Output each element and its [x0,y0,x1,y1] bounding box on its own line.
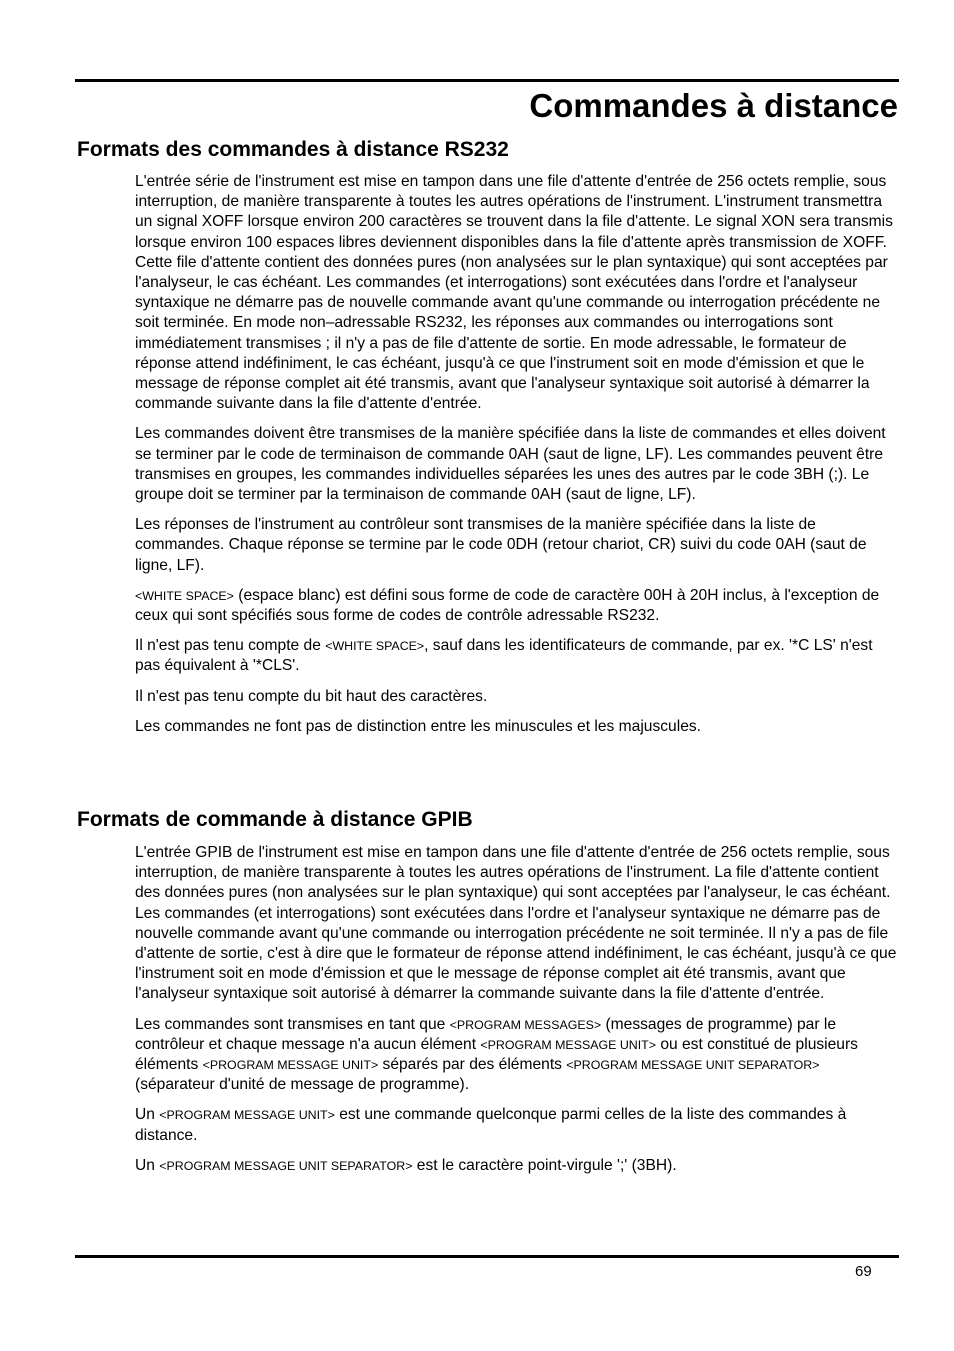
paragraph [135,1156,899,1176]
text-span: Il n'est pas tenu compte de [135,637,326,655]
paragraph [135,636,899,676]
page-number: 69 [855,1263,872,1280]
text-span: est une commande quelconque parmi celles de la liste des commandes à distance. [135,1106,847,1144]
header-rule [75,79,899,82]
paragraph: L'entrée série de l'instrument est mise en tampon dans une file d'attente d'entrée de 256 octets remplie, sous interruption, de manière transparente à toutes les autres opérations de l'instrument. L'instrument transmettra un signal XOFF lorsque environ 200 caractères se trouvent dans la file d'attente. Le signal XON sera transmis lorsque environ 100 espaces libres deviennent disponibles dans la file d'attente après transmission de XOFF. Cette file d'attente contient des données pures (non analysées sur le plan syntaxique) qui sont acceptées par l'analyseur, le cas échéant. Les commandes (et interrogations) sont exécutées dans l'ordre et l'analyseur syntaxique ne démarre pas de nouvelle commande avant qu'une commande ou interrogation précédente ne soit terminée. En mode non–adressable RS232, les réponses aux commandes ou interrogations sont immédiatement transmises ; il n'y a pas de file d'attente de sortie. En mode adressable, le formateur de réponse attend indéfiniment, le cas échéant, jusqu'à ce que l'instrument soit en mode d'émission et que le message de réponse complet ait été transmis, avant que l'analyseur syntaxique soit autorisé à démarrer la commande suivante dans la file d'attente d'entrée. [135,173,893,413]
paragraph: Il n'est pas tenu compte du bit haut des caractères. [135,687,488,705]
syntax-tag: <WHITE SPACE> [135,588,234,603]
text-span: est le caractère point-virgule ';' (3BH). [412,1156,677,1174]
text-span: Un [135,1156,160,1174]
paragraph: Les commandes ne font pas de distinction entre les minuscules et les majuscules. [135,717,701,735]
page-title: Commandes à distance [529,87,898,124]
paragraph [135,586,899,626]
syntax-tag: <PROGRAM MESSAGE UNIT SEPARATOR> [159,1158,413,1173]
text-span: Les commandes sont transmises en tant que [135,1015,450,1033]
syntax-tag: <PROGRAM MESSAGE UNIT> [159,1108,335,1123]
syntax-tag: <PROGRAM MESSAGE UNIT> [480,1037,656,1052]
text-span: Un [135,1106,160,1124]
syntax-tag: <WHITE SPACE> [325,639,425,654]
paragraph [135,1105,899,1145]
footer-rule [75,1255,899,1258]
paragraph [135,1015,899,1096]
syntax-tag: <PROGRAM MESSAGE UNIT> [202,1058,379,1073]
text-span: ou est constitué de plusieurs éléments [135,1035,858,1074]
syntax-tag: <PROGRAM MESSAGE UNIT SEPARATOR> [566,1058,820,1073]
syntax-tag: <PROGRAM MESSAGES> [449,1017,602,1032]
paragraph: Les commandes doivent être transmises de la manière spécifiée dans la liste de commandes et elles doivent se terminer par le code de terminaison de commande 0AH (saut de ligne, LF). Les commandes peuvent être transmises en groupes, les commandes individuelles séparées les unes des autres par le code 3BH (;). Le groupe doit se terminer par la terminaison de commande 0AH (saut de ligne, LF). [135,425,886,504]
text-span: (espace blanc) est défini sous forme de code de caractère 00H à 20H inclus, à l'exception de ceux qui sont spécifiés sous forme de codes de contrôle adressable RS232. [135,586,880,625]
text-span: , sauf dans les identificateurs de commande, par ex. '*C LS' n'est pas équivalent à '*CLS'. [135,637,873,675]
section-body-rs232 [135,172,899,747]
paragraph: L'entrée GPIB de l'instrument est mise en tampon dans une file d'attente d'entrée de 256 octets remplie, sous interruption, de manière transparente à toutes les autres opérations de l'instrument. La file d'attente contient des données pures (non analysées sur le plan syntaxique) qui sont acceptées par l'analyseur, le cas échéant. Les commandes (et interrogations) sont exécutées dans l'ordre et l'analyseur syntaxique ne démarre pas de nouvelle commande avant qu'une commande ou interrogation précédente ne soit terminée. Il n'y a pas de file d'attente de sortie, c'est à dire que le formateur de réponse attend indéfiniment, le cas échéant, jusqu'à ce que l'instrument soit en mode d'émission et que le message de réponse complet ait été transmis, avant que l'analyseur syntaxique soit autorisé à démarrer la commande suivante dans la file d'attente d'entrée. [135,844,897,1003]
section-body-gpib [135,843,899,1186]
paragraph: Les réponses de l'instrument au contrôleur sont transmises de la manière spécifiée dans la liste de commandes. Chaque réponse se termine par le code 0DH (retour chariot, CR) suivi du code 0AH (saut de ligne, LF). [135,516,867,574]
section-heading-gpib: Formats de commande à distance GPIB [77,808,473,831]
text-span: (séparateur d'unité de message de programme). [135,1076,470,1094]
text-span: séparés par des éléments [378,1056,567,1074]
text-span: (messages de programme) par le contrôleur et chaque message n'a aucun élément [135,1015,836,1053]
section-heading-rs232: Formats des commandes à distance RS232 [77,138,509,161]
